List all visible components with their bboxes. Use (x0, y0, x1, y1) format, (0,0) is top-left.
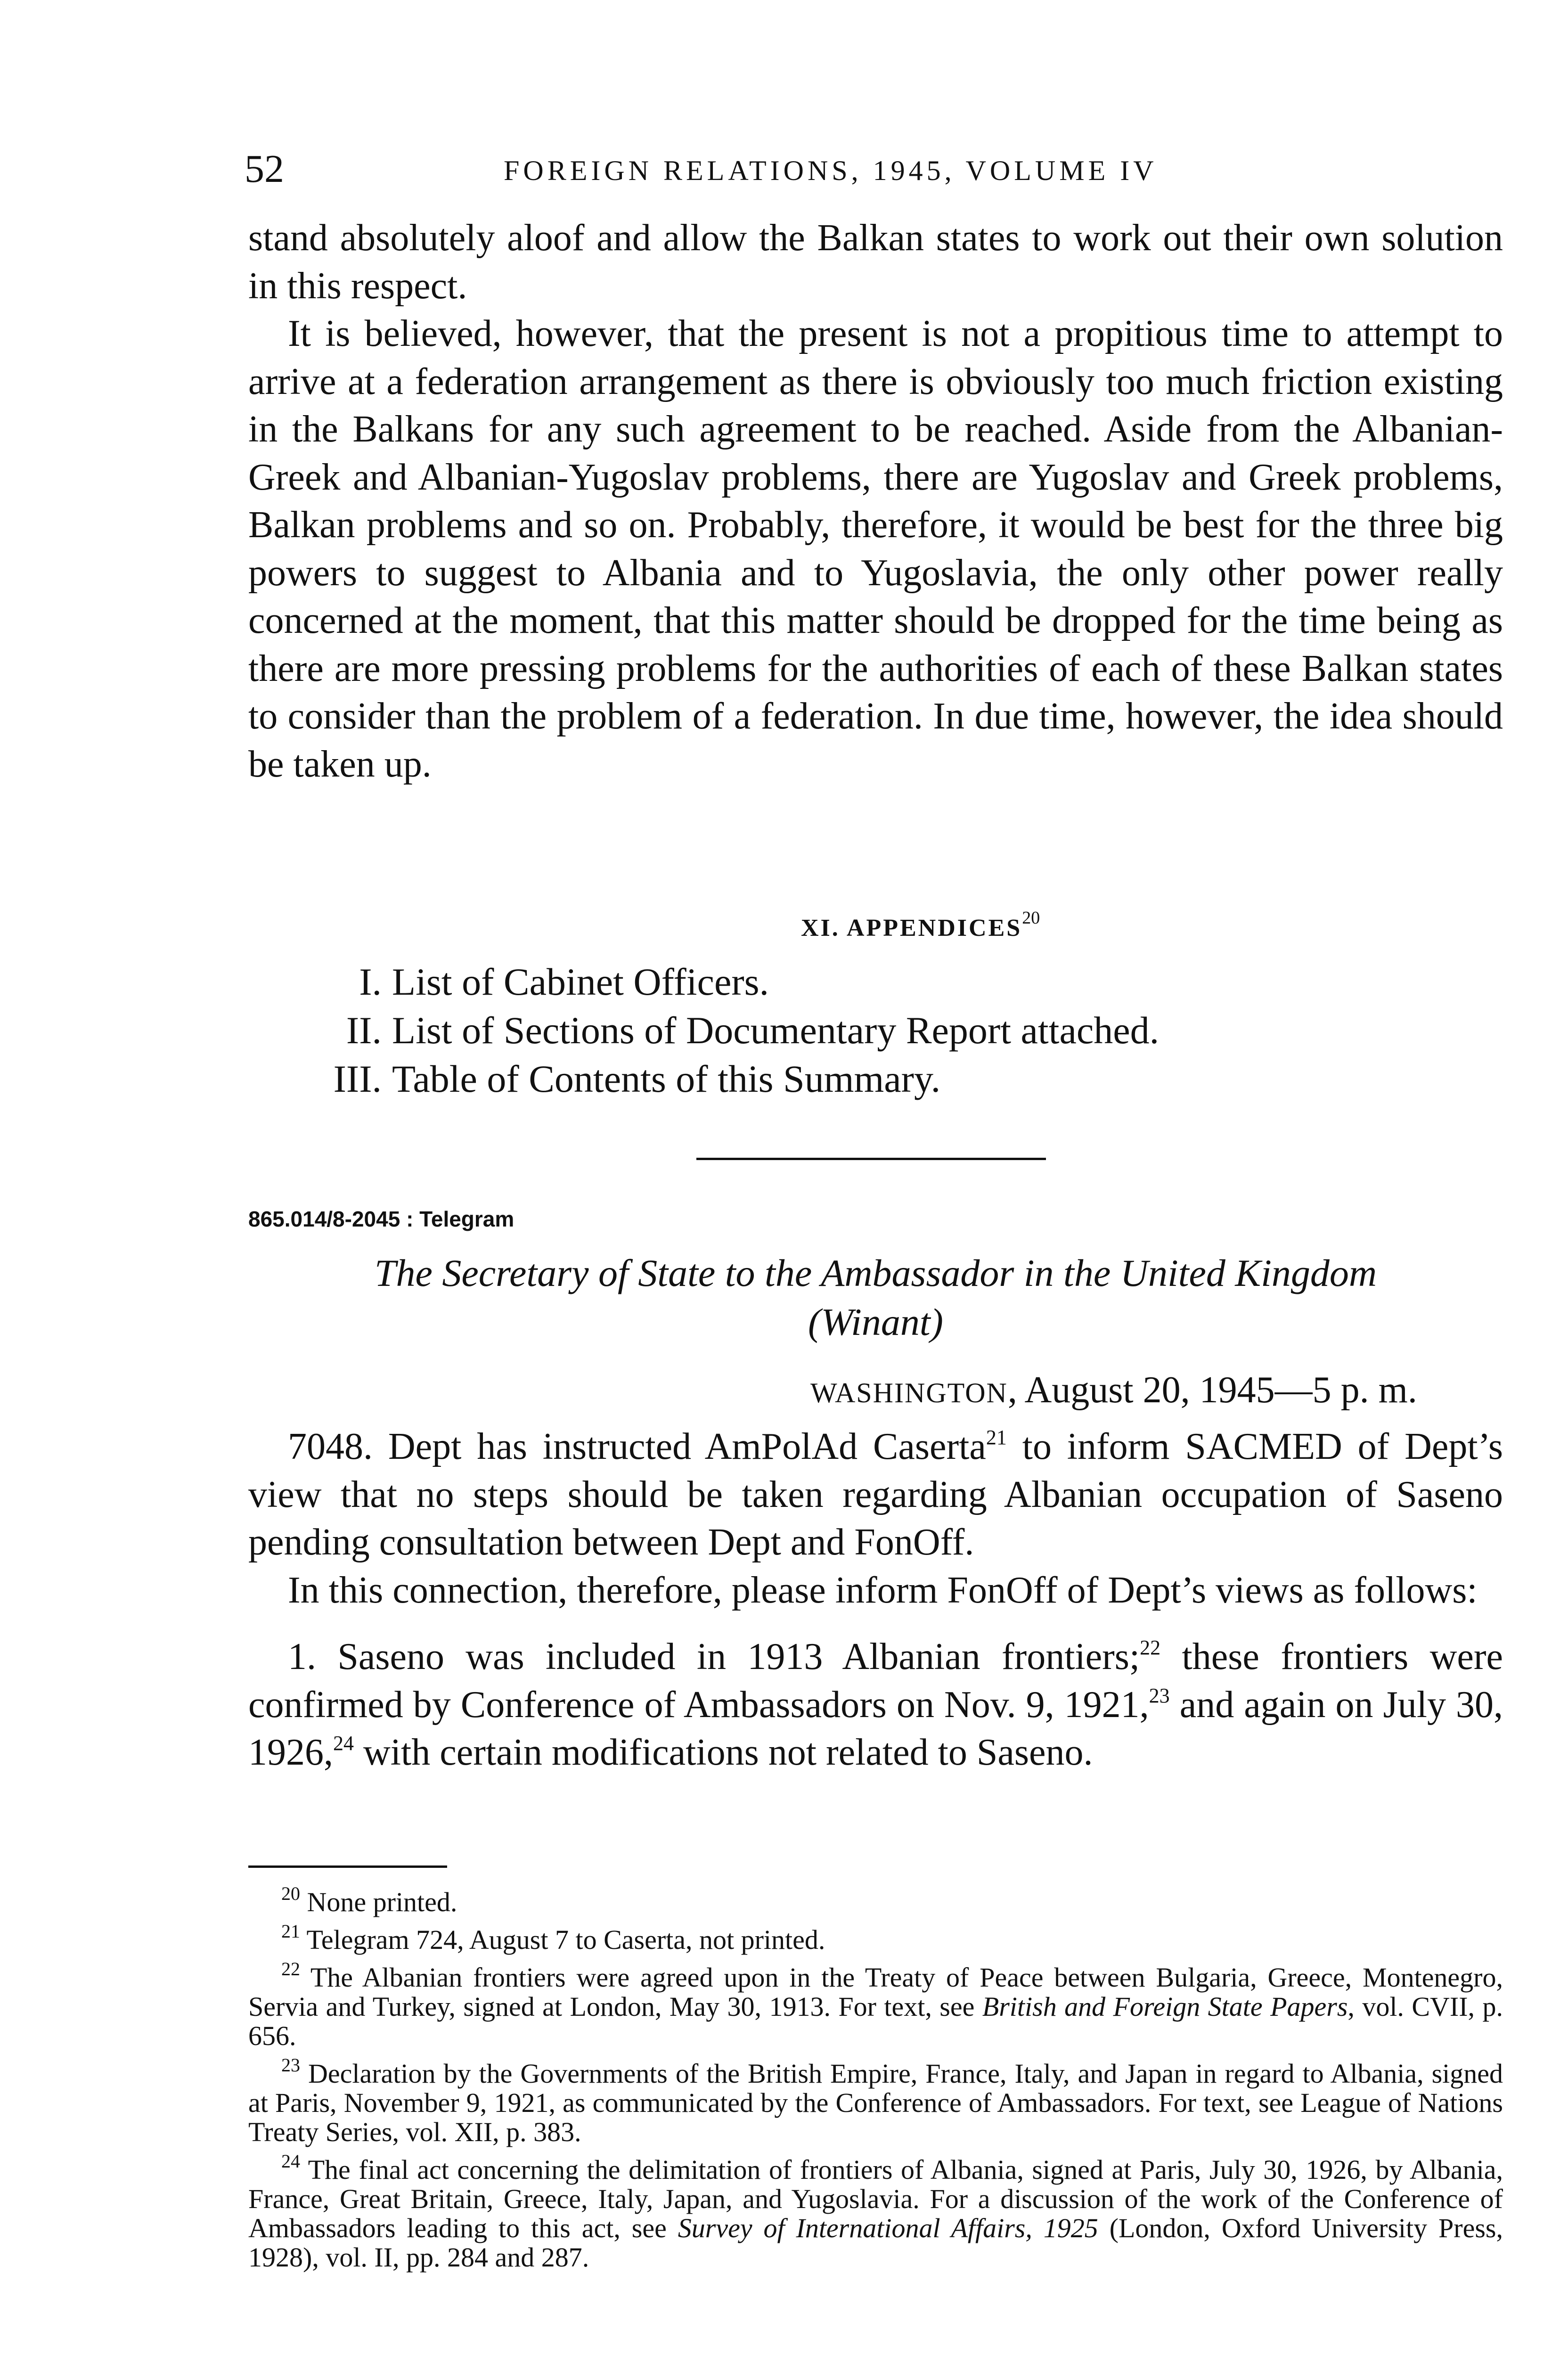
footnote: $^{24}$ The final act concerning the delimitation of frontiers of Albania, signed at Paris, July 30, 1926, by Albania, France, Great Britain, Greece, Italy, Japan, and Yugoslavia. For a discussion of the work of the Conference of Ambassadors leading to this act, see Survey of International Affairs, 1925 (London, Oxford University Press, 1928), vol. II, pp. 284 and 287. (248, 2151, 1503, 2273)
footnote-ref-24: 24 (333, 1732, 354, 1755)
page-number: 52 (245, 147, 284, 191)
telegram-paragraph: 1. Saseno was included in 1913 Albanian frontiers;$^{22}$ these frontiers were confirmed by Conference of Ambassadors on Nov. 9, 1921,23 and again on July 30, 1926,24 with certain modifications not related to Saseno. (248, 1636, 1503, 1773)
appendix-numeral: II. (346, 1009, 382, 1052)
footnote-ref-22: 22 (1140, 1636, 1161, 1660)
telegram-paragraph: 7048. Dept has instructed AmPolAd Caserta$^{21}$ to inform SACMED of Dept’s view that no steps should be taken regarding Albanian occupation of Saseno pending consultation between Dept and FonOff. (248, 1426, 1503, 1563)
footnote: $^{23}$ Declaration by the Governments of the British Empire, France, Italy, and Japan in regard to Albania, signed at Paris, November 9, 1921, as communicated by the Conference of Ambassadors. For text, see League of Nations Treaty Series, vol. XII, p. 383. (248, 2054, 1503, 2147)
footnote-rule (248, 1865, 447, 1868)
appendix-text: List of Cabinet Officers. (392, 960, 769, 1003)
telegram-body (248, 1423, 1503, 1777)
running-head: FOREIGN RELATIONS, 1945, VOLUME IV (504, 155, 1158, 186)
section-divider (696, 1158, 1046, 1160)
appendix-text: Table of Contents of this Summary. (392, 1057, 941, 1100)
dateline (810, 1369, 1417, 1412)
appendix-item (264, 1055, 1395, 1103)
paragraph-continued: stand absolutely aloof and allow the Balkan states to work out their own solution in this respect. (248, 217, 1503, 307)
appendix-item (264, 957, 1395, 1006)
appendix-item (264, 1006, 1395, 1055)
telegram-paragraph: In this connection, therefore, please inform FonOff of Dept’s views as follows: (288, 1569, 1478, 1611)
page-header (245, 146, 1507, 198)
title-line: The Secretary of State to the Ambassador in the United Kingdom (374, 1252, 1377, 1294)
file-reference: 865.014/8-2045 : Telegram (248, 1207, 514, 1231)
footnote-ref-20: 20 (1022, 908, 1040, 928)
footnote-ref-23: 23 (1149, 1684, 1170, 1707)
appendix-text: List of Sections of Documentary Report attached. (392, 1009, 1160, 1052)
appendix-numeral: I. (359, 960, 382, 1003)
continued-text (248, 214, 1503, 788)
paragraph-federation: It is believed, however, that the present is not a propitious time to attempt to arrive at a federation arrangement as there is obviously too much friction existing in the Balkans for any such agreement to be reached. Aside from the Albanian-Greek and Albanian-Yugoslav problems, there are Yugoslav and Greek problems, Balkan problems and so on. Probably, therefore, it would be best for the three big powers to suggest to Albania and to Yugoslavia, the only other power really concerned at the moment, that this matter should be dropped for the time being as there are more pressing problems for the authorities of each of these Balkan states to consider than the problem of a federation. In due time, however, the idea should be taken up. (248, 313, 1503, 785)
appendices-heading: XI. APPENDICES$^{20}$ (801, 908, 1040, 941)
title-line: (Winant) (808, 1301, 943, 1343)
document-title (248, 1249, 1503, 1347)
footnote: $^{21}$ Telegram 724, August 7 to Caserta, not printed. (281, 1921, 825, 1955)
dateline-date: , August 20, 1945—5 p. m. (1007, 1369, 1417, 1411)
footnote: $^{22}$ The Albanian frontiers were agreed upon in the Treaty of Peace between Bulgaria, Greece, Montenegro, Servia and Turkey, signed at London, May 30, 1913. For text, see British and Foreign State Papers, vol. CVII, p. 656. (248, 1958, 1503, 2051)
footnote-ref-21: 21 (986, 1426, 1007, 1449)
appendix-list (264, 957, 1395, 1103)
footnotes (248, 1879, 1503, 2272)
dateline-place: WASHINGTON (810, 1377, 1008, 1408)
footnote: $^{20}$ None printed. (281, 1883, 457, 1917)
appendix-numeral: III. (333, 1057, 382, 1100)
